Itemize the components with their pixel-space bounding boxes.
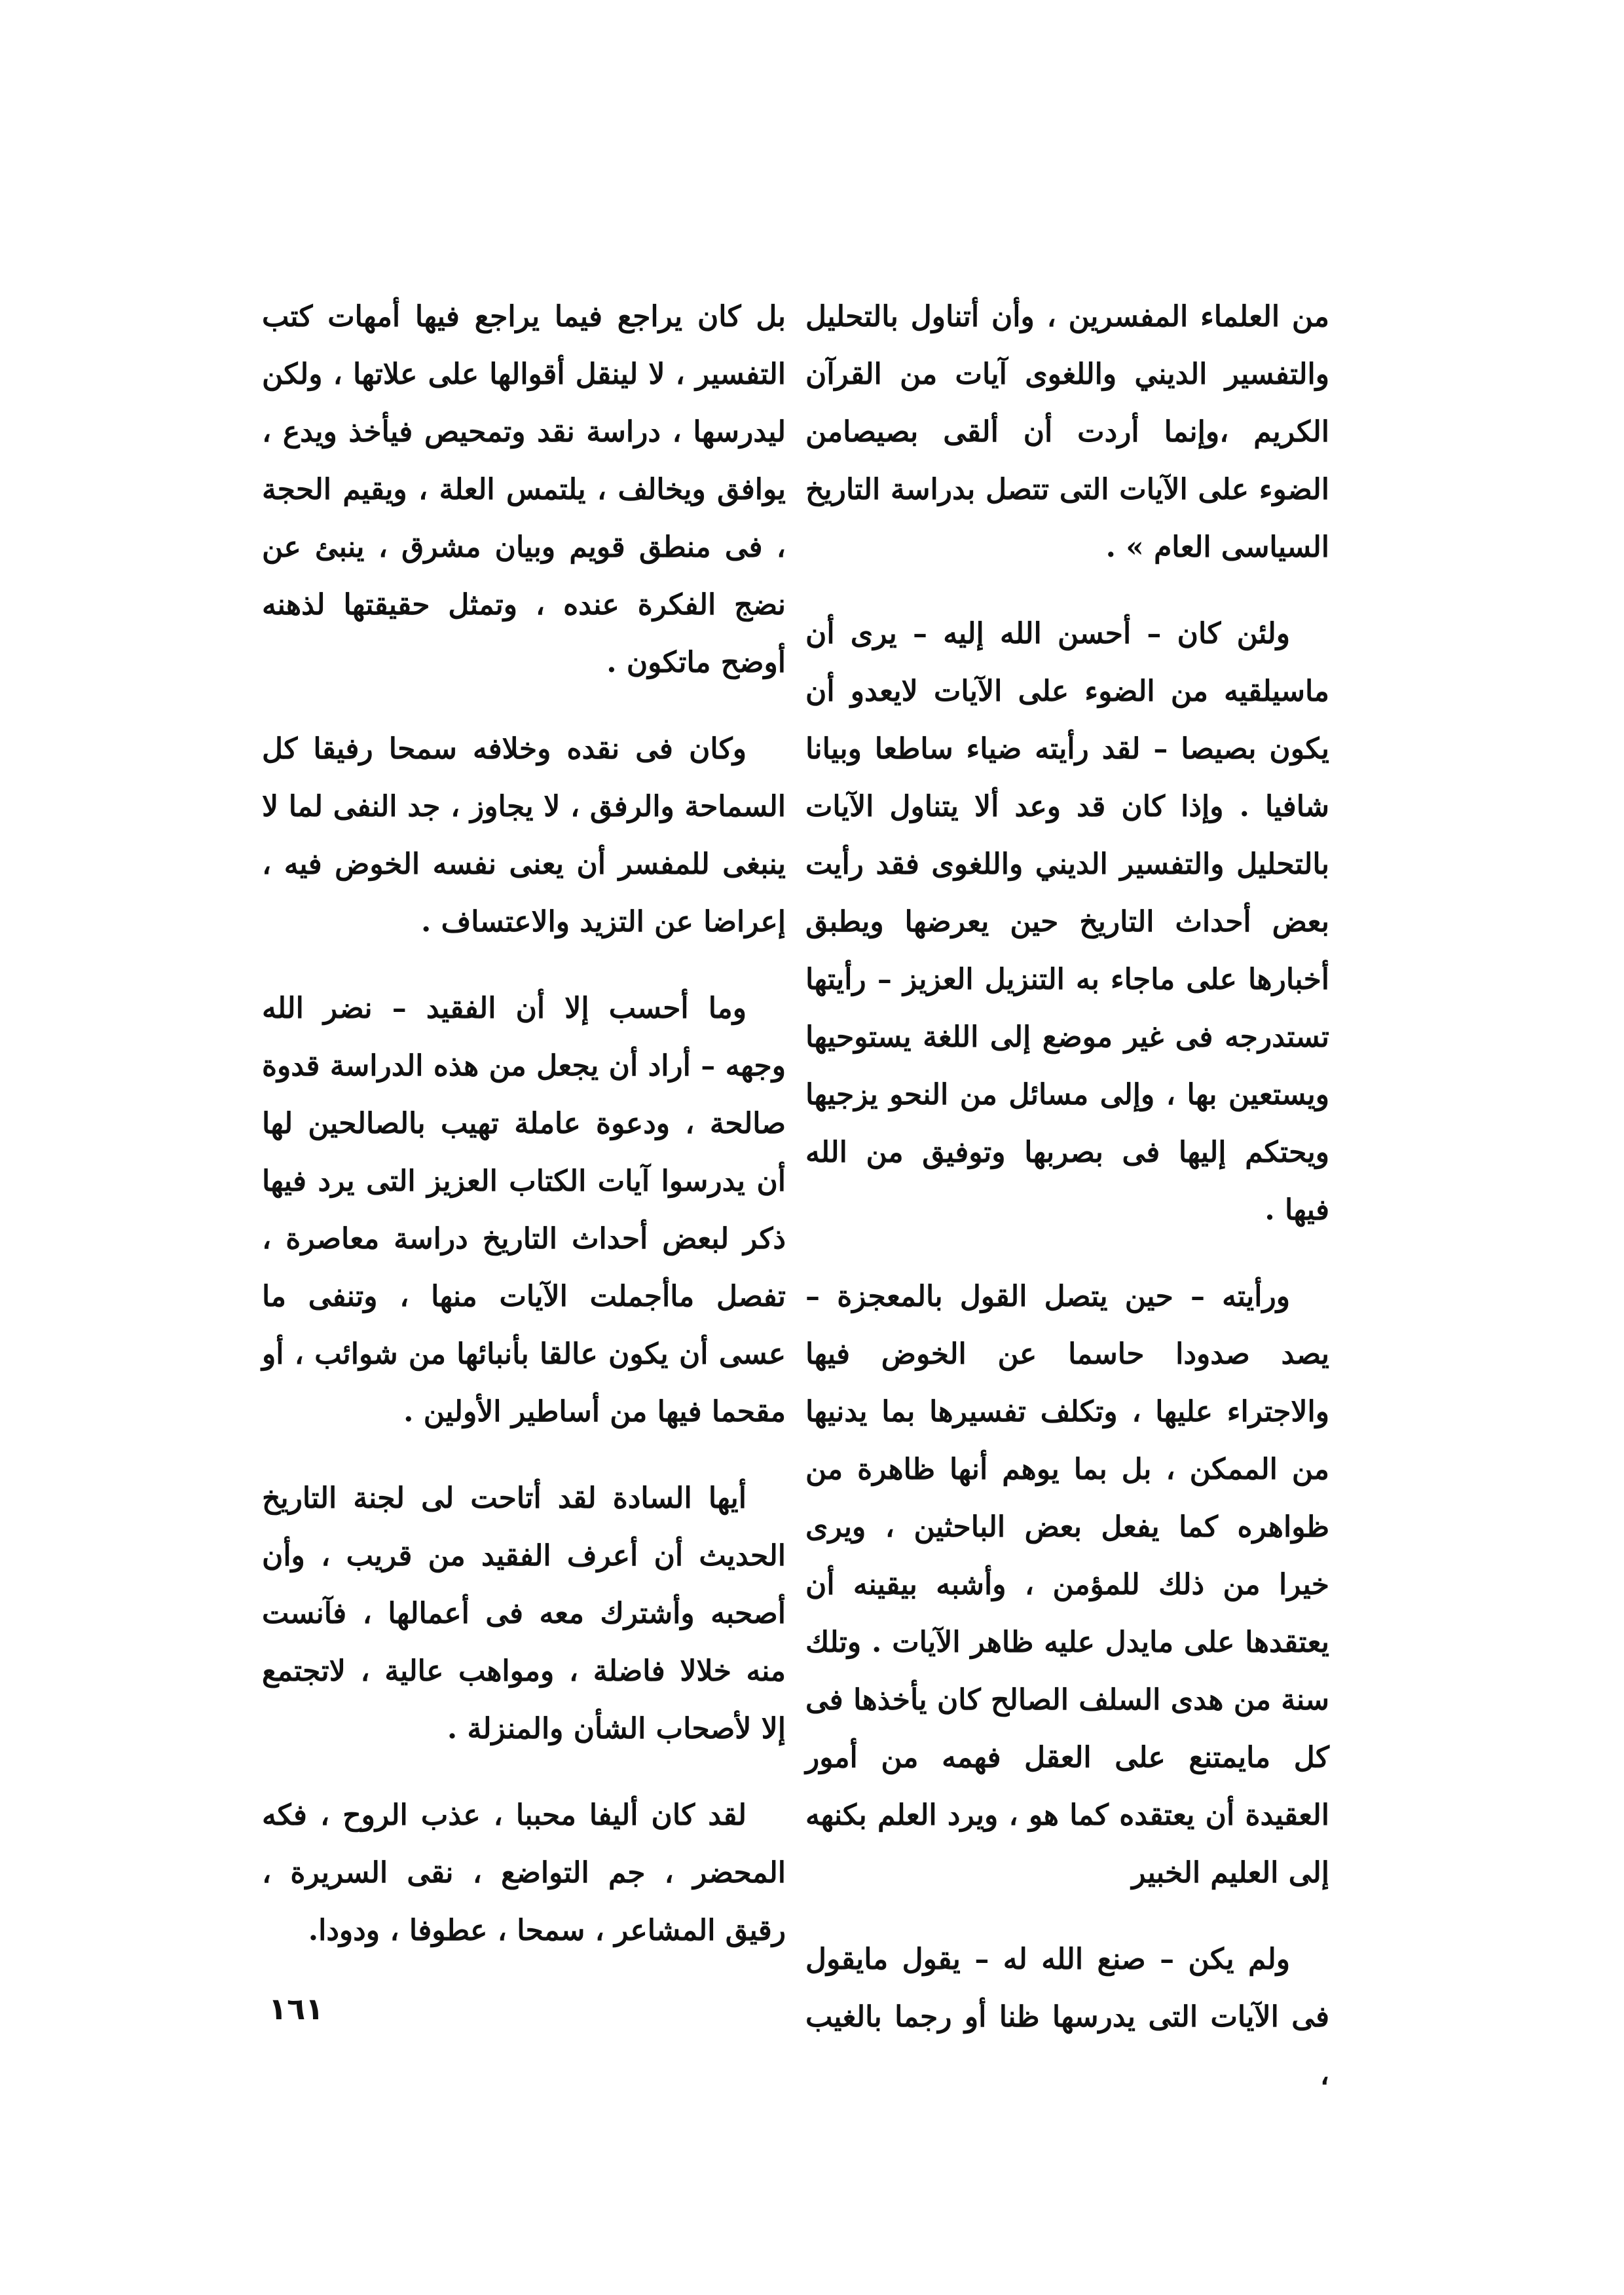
paragraph: لقد كان أليفا محببا ، عذب الروح ، فكه المحضر ، جم التواضع ، نقى السريرة ، رقيق المشاعر ، سمحا ، عطوفا ، ودودا.: [262, 1799, 786, 1947]
left-text-column: [262, 288, 786, 1988]
paragraph: وكان فى نقده وخلافه سمحا رفيقا كل السماحة والرفق ، لا يجاوز ، جد النفى لما لا ينبغى للمفسر أن يعنى نفسه الخوض فيه ، إعراضا عن التزيد والاعتساف .: [262, 732, 786, 939]
paragraph: من العلماء المفسرين ، وأن أتناول بالتحليل والتفسير الديني واللغوى آيات من القرآن الكريم ،وإنما أردت أن ألقى بصيصامن الضوء على الآيات التى تتصل بدراسة التاريخ السياسى العام » .: [805, 300, 1329, 564]
paragraph: ورأيته – حين يتصل القول بالمعجزة – يصد صدودا حاسما عن الخوض فيها والاجتراء عليها ، وتكلف تفسيرها بما يدنيها من الممكن ، بل بما يوهم أنها ظاهرة من ظواهره كما يفعل بعض الباحثين ، ويرى خيرا من ذلك للمؤمن ، وأشبه بيقينه أن يعتقدها على مايدل عليه ظاهر الآيات . وتلك سنة من هدى السلف الصالح كان يأخذها فى كل مايمتنع على العقل فهمه من أمور العقيدة أن يعتقده كما هو ، ويرد العلم بكنهه إلى العليم الخبير: [805, 1280, 1329, 1890]
page-number: ١٦١: [268, 1991, 324, 2026]
paragraph: أيها السادة لقد أتاحت لى لجنة التاريخ الحديث أن أعرف الفقيد من قريب ، وأن أصحبه وأشترك معه فى أعمالها ، فآنست منه خلالا فاضلة ، ومواهب عالية ، لاتجتمع إلا لأصحاب الشأن والمنزلة .: [262, 1482, 786, 1745]
paragraph: وما أحسب إلا أن الفقيد – نضر الله وجهه – أراد أن يجعل من هذه الدراسة قدوة صالحة ، ودعوة عاملة تهيب بالصالحين لها أن يدرسوا آيات الكتاب العزيز التى يرد فيها ذكر لبعض أحداث التاريخ دراسة معاصرة ، تفصل ماأجملت الآيات منها ، وتنفى ما عسى أن يكون عالقا بأنبائها من شوائب ، أو مقحما فيها من أساطير الأولين .: [262, 992, 786, 1428]
paragraph: ولم يكن – صنع الله له – يقول مايقول فى الآيات التى يدرسها ظنا أو رجما بالغيب ،: [805, 1943, 1329, 2091]
right-text-column: [805, 288, 1329, 2133]
paragraph: ولئن كان – أحسن الله إليه – يرى أن ماسيلقيه من الضوء على الآيات لايعدو أن يكون بصيصا – لقد رأيته ضياء ساطعا وبيانا شافيا . وإذا كان قد وعد ألا يتناول الآيات بالتحليل والتفسير الديني واللغوى فقد رأيت بعض أحداث التاريخ حين يعرضها ويطبق أخبارها على ماجاء به التنزيل العزيز – رأيتها تستدرجه فى غير موضع إلى اللغة يستوحيها ويستعين بها ، وإلى مسائل من النحو يزجيها ويحتكم إليها فى بصربها وتوفيق من الله فيها .: [805, 617, 1329, 1227]
paragraph: بل كان يراجع فيما يراجع فيها أمهات كتب التفسير ، لا لينقل أقوالها على علاتها ، ولكن ليدرسها ، دراسة نقد وتمحيص فيأخذ ويدع ، يوافق ويخالف ، يلتمس العلة ، ويقيم الحجة ، فى منطق قويم وبيان مشرق ، ينبئ عن نضج الفكرة عنده ، وتمثل حقيقتها لذهنه أوضح ماتكون .: [262, 300, 786, 679]
